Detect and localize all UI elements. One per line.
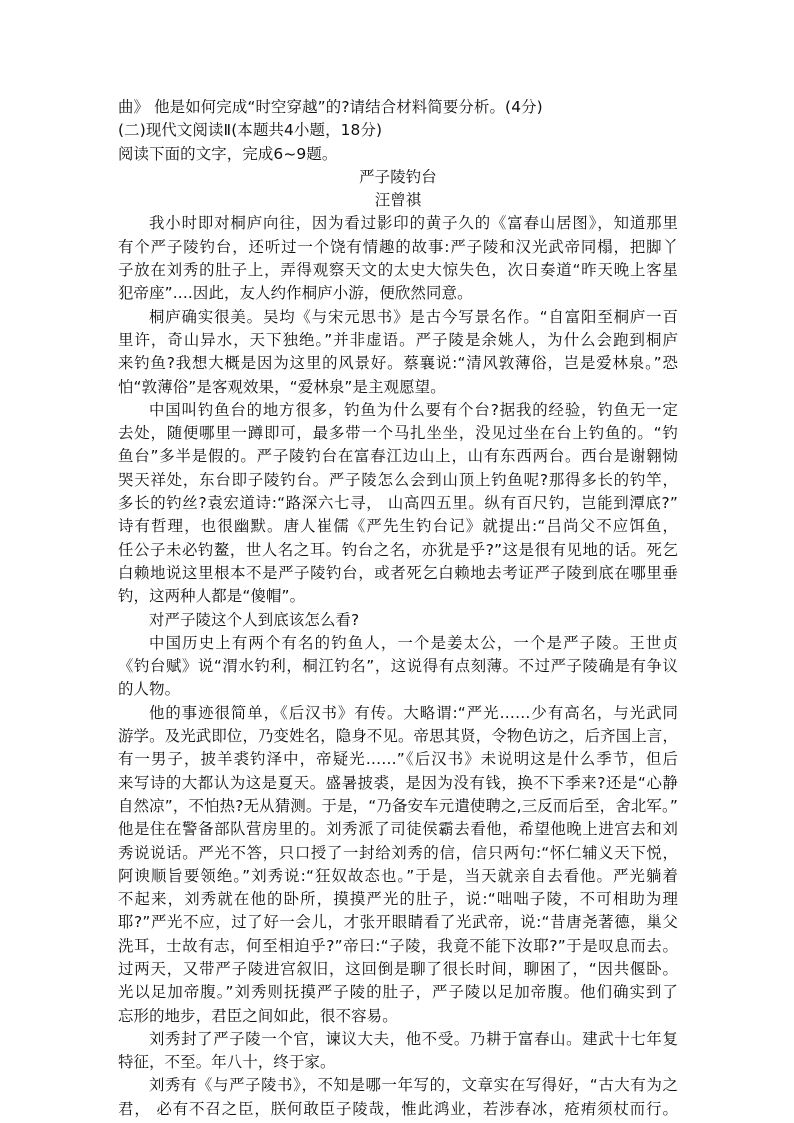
paragraph-line: 不起来，刘秀就在他的卧所，摸摸严光的肚子，说:“咄咄子陵，不可相助为理: [118, 890, 678, 909]
paragraph-line: 来写诗的大都认为这是夏天。盛暑披裘，是因为没有钱，换不下季来?还是“心静: [118, 773, 678, 792]
paragraph-line: 过两天，又带严子陵进宫叙旧，这回倒是聊了很长时间，聊困了，“因共偃卧。: [118, 959, 678, 978]
paragraph-line: 他是住在警备部队营房里的。刘秀派了司徒侯霸去看他，希望他晚上进宫去和刘: [118, 820, 678, 839]
paragraph-line: 钓，这两种人都是“傻帽”。: [118, 587, 306, 606]
paragraph-line: 《钓台赋》说“渭水钓利，桐江钓名”，这说得有点刻薄。不过严子陵确是有争议: [118, 657, 678, 676]
paragraph-line: 他的事迹很简单，《后汉书》有传。大略谓:“严光……少有高名，与光武同: [149, 703, 678, 722]
paragraph-line: 里许，奇山异水，天下独绝。”并非虚语。严子陵是余姚人，为什么会跑到桐庐: [118, 330, 678, 349]
paragraph-line: 秀说说话。严光不答，只口授了一封给刘秀的信，信只两句:“怀仁辅义天下悦，: [118, 843, 678, 862]
paragraph-line: 鱼台”多半是假的。严子陵钓台在富春江边山上，山有东西两台。西台是谢翱恸: [118, 447, 678, 466]
paragraph-line: 子放在刘秀的肚子上，弄得观察天文的太史大惊失色，次日奏道“昨天晚上客星: [118, 261, 678, 280]
paragraph-line: 诗有哲理，也很幽默。唐人崔儒《严先生钓台记》就提出:“吕尚父不应饵鱼，: [118, 517, 678, 536]
paragraph-line: 刘秀封了严子陵一个官，谏议大夫，他不受。乃耕于富春山。建武十七年复: [149, 1029, 678, 1048]
paragraph-line: 君， 必有不召之臣，朕何敢臣子陵哉，惟此鸿业，若涉春冰，疮痏须杖而行。: [118, 1099, 678, 1118]
paragraph-line: 的人物。: [118, 680, 181, 699]
paragraph-line: 犯帝座”....因此，友人约作桐庐小游，便欣然同意。: [118, 284, 473, 303]
paragraph-line: 我小时即对桐庐向往，因为看过影印的黄子久的《富春山居图》，知道那里: [149, 214, 678, 233]
paragraph-line: 多长的钓丝?袁宏道诗:“路深六七寻， 山高四五里。纵有百尺钓，岂能到潭底?”: [118, 494, 678, 513]
paragraph-line: 特征，不至。年八十，终于家。: [118, 1053, 336, 1072]
paragraph-line: 怕“敦薄俗”是客观效果，“爱林泉”是主观愿望。: [118, 377, 446, 396]
article-title: 严子陵钓台: [359, 167, 437, 186]
paragraph-line: 去处，随便哪里一蹲即可，最多带一个马扎坐坐，没见过坐在台上钓鱼的。“钓: [118, 424, 678, 443]
paragraph-line: 任公子未必钓鳌，世人名之耳。钓台之名，亦犹是乎?”这是很有见地的话。死乞: [118, 540, 678, 559]
paragraph-line: 中国叫钓鱼台的地方很多，钓鱼为什么要有个台?据我的经验，钓鱼无一定: [149, 400, 678, 419]
paragraph-line: 耶?”严光不应，过了好一会儿，才张开眼睛看了光武帝，说:“昔唐尧著德，巢父: [118, 913, 678, 932]
section-heading: (二)现代文阅读Ⅱ(本题共4小题，18分): [118, 121, 383, 140]
document-page: [118, 96, 678, 1121]
paragraph-line: 哭天祥处，东台即子陵钓台。严子陵怎么会到山顶上钓鱼呢?那得多长的钓竿，: [118, 470, 678, 489]
question-line: 曲》 他是如何完成“时空穿越”的?请结合材料简要分析。(4分): [118, 98, 543, 116]
paragraph-line: 有一男子，披羊裘钓泽中，帝疑光……”《后汉书》未说明这是什么季节，但后: [118, 750, 678, 769]
paragraph-line: 有个严子陵钓台，还听过一个饶有情趣的故事:严子陵和汉光武帝同榻，把脚丫: [118, 237, 678, 256]
paragraph-line: 桐庐确实很美。吴均《与宋元思书》是古今写景名作。“自富阳至桐庐一百: [149, 307, 678, 326]
paragraph-line: 来钓鱼?我想大概是因为这里的风景好。蔡襄说:“清风敦薄俗，岂是爱林泉。”恐: [118, 354, 678, 373]
paragraph-line: 刘秀有《与严子陵书》，不知是哪一年写的，文章实在写得好，“古大有为之: [149, 1076, 678, 1095]
paragraph-line: 光以足加帝腹。”刘秀则抚摸严子陵的肚子，严子陵以足加帝腹。他们确实到了: [118, 983, 678, 1002]
paragraph-line: 阿谀顺旨要领绝。”刘秀说:“狂奴故态也。”于是，当天就亲自去看他。严光躺着: [118, 866, 678, 885]
paragraph-line: 游学。及光武即位，乃变姓名，隐身不见。帝思其贤，令物色访之，后齐国上言，: [118, 727, 678, 746]
instruction-line: 阅读下面的文字，完成6~9题。: [118, 144, 338, 163]
paragraph-line: 忘形的地步，君臣之间如此，很不容易。: [118, 1006, 398, 1025]
paragraph-line: 白赖地说这里根本不是严子陵钓台，或者死乞白赖地去考证严子陵到底在哪里垂: [118, 563, 678, 582]
paragraph-line: 洗耳，士故有志，何至相迫乎?”帝曰:“子陵，我竟不能下汝耶?”于是叹息而去。: [118, 936, 678, 955]
paragraph-line: 中国历史上有两个有名的钓鱼人，一个是姜太公，一个是严子陵。王世贞: [149, 633, 678, 652]
paragraph-line: 对严子陵这个人到底该怎么看?: [149, 610, 360, 629]
article-author: 汪曾祺: [374, 191, 422, 210]
paragraph-line: 自然凉”，不怕热?无从猜测。于是，“乃备安车元遣使聘之,三反而后至，舍北军。”: [118, 796, 678, 815]
